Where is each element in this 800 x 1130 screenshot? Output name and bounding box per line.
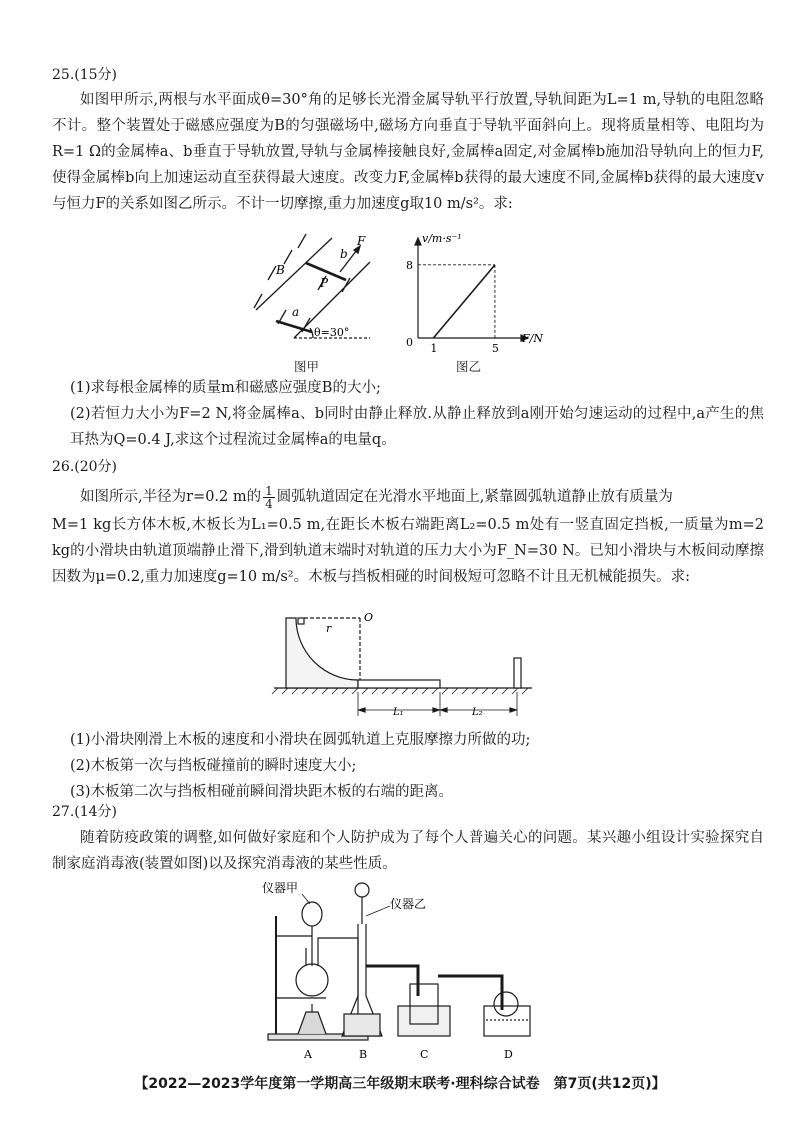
label-P: P	[320, 276, 329, 290]
q25-subquestions	[70, 375, 770, 401]
label-C: C	[420, 1048, 429, 1061]
label-jia: 仪器甲	[262, 881, 299, 895]
flask-A	[296, 964, 328, 996]
q25-sub2: (2)若恒力大小为F=2 N,将金属棒a、b同时由静止释放.从静止释放到a刚开始匀速运动的过程中,a产生的焦耳热为Q=0.4 J,求这个过程流过金属棒a的电量q。	[70, 406, 764, 448]
wooden-board	[358, 680, 440, 688]
arc-track	[286, 618, 358, 688]
funnel-B-top	[355, 883, 369, 897]
label-B: B	[359, 1048, 368, 1061]
alcohol-lamp	[298, 1012, 326, 1034]
leader-jia	[302, 894, 310, 904]
q25-sub1: (1)求每根金属棒的质量m和磁感应强度B的大小;	[70, 380, 381, 396]
q25-stem: 如图甲所示,两根与水平面成θ=30°角的足够长光滑金属导轨平行放置,导轨间距为L=1 m,导轨的电阻忽略不计。整个装置处于磁感应强度为B的匀强磁场中,磁场方向垂直于导轨平面斜向上。现将质量相等、电阻均为R=1 Ω的金属棒a、b垂直于导轨放置,导轨与金属棒接触良好,金属棒a固定,对金属棒b施加沿导轨向上的恒力F,使得金属棒b向上加速运动直至获得最大速度。改变力F,金属棒b获得的最大速度不同,金属棒b获得的最大速度v与恒力F的关系如图乙所示。不计一切摩擦,重力加速度g取10 m/s²。求:	[52, 92, 764, 212]
label-b: b	[340, 247, 348, 261]
barrier-plate	[514, 658, 521, 688]
label-a: a	[292, 305, 300, 319]
label-D: D	[504, 1048, 513, 1061]
q26-stem-rest: M=1 kg长方体木板,木板长为L₁=0.5 m,在距长木板右端距离L₂=0.5 m处有一竖直固定挡板,一质量为m=2 kg的小滑块由轨道顶端静止滑下,滑到轨道末端时对轨道的压力大小为F_N=30 N。已知小滑块与木板间动摩擦因数为μ=0.2,重力加速度g=10 m/s²。木板与挡板相碰的时间极短可忽略不计且无机械能损失。求:	[52, 517, 764, 585]
label-L1: L₁	[393, 707, 404, 718]
q26-subquestions	[70, 727, 770, 805]
q27-stem: 随着防疫政策的调整,如何做好家庭和个人防护成为了每个人普遍关心的问题。某兴趣小组设计实验探究自制家庭消毒液(装置如图)以及探究消毒液的某些性质。	[52, 830, 764, 872]
chart-xtick-1: 1	[430, 342, 438, 354]
chart-origin: 0	[406, 336, 413, 349]
label-B: B	[276, 263, 285, 277]
q26-sub3: (3)木板第二次与挡板相碰前瞬间滑块距木板的右端的距离。	[70, 784, 454, 800]
page-footer: 【2022—2023学年度第一学期高三年级期末联考·理科综合试卷 第7页(共12页)】	[134, 1076, 666, 1092]
chart-ylabel: v/m·s⁻¹	[422, 232, 462, 245]
q27-header: 27.(14分)	[52, 804, 118, 820]
leader-yi	[366, 906, 390, 916]
label-A: A	[304, 1048, 312, 1061]
field-arrows	[254, 234, 350, 332]
q26-header: 26.(20分)	[52, 459, 118, 475]
beaker-D	[484, 1006, 530, 1036]
tube-C-D	[438, 976, 502, 1010]
q27-apparatus-figure	[262, 876, 552, 1066]
chart-ytick-8: 8	[406, 258, 413, 272]
v-F-line	[433, 265, 495, 338]
ground-hatching	[272, 688, 528, 694]
q26-stem-line1: 如图所示,半径为r=0.2 m的 $\frac{1}{4}$ 圆弧轨道固定在光滑水平地面上,紧靠圆弧轨道静止放有质量为	[80, 483, 673, 511]
label-F: F	[357, 234, 366, 248]
rail-left	[256, 238, 332, 310]
separatory-funnel	[302, 902, 322, 926]
slider-block	[298, 618, 304, 624]
fig-a-caption: 图甲	[294, 359, 320, 374]
q26-figure	[268, 608, 538, 724]
q25-figure-b-chart	[388, 230, 558, 354]
chart-xtick-5: 5	[491, 342, 499, 354]
y-axis-arrow	[415, 238, 421, 245]
q26-sub2: (2)木板第一次与挡板碰撞前的瞬时速度大小;	[70, 758, 357, 774]
q26-sub1: (1)小滑块刚滑上木板的速度和小滑块在圆弧轨道上克服摩擦力所做的功;	[70, 732, 531, 748]
q25-header: 25.(15分)	[52, 67, 118, 83]
label-O: O	[364, 611, 374, 624]
label-angle: θ=30°	[314, 326, 350, 339]
label-L2: L₂	[472, 707, 483, 718]
container-B-base	[344, 1014, 380, 1036]
chart-xlabel: F/N	[522, 332, 543, 345]
q25-sub2-wrap	[70, 401, 764, 453]
q25-figure-a	[240, 232, 380, 354]
beaker-C	[398, 1006, 450, 1036]
label-r: r	[326, 622, 332, 635]
fig-b-caption: 图乙	[456, 359, 482, 374]
flask-D	[494, 992, 518, 1016]
label-yi: 仪器乙	[390, 897, 427, 911]
q26-fraction: $\frac{1}{4}$	[265, 483, 273, 511]
